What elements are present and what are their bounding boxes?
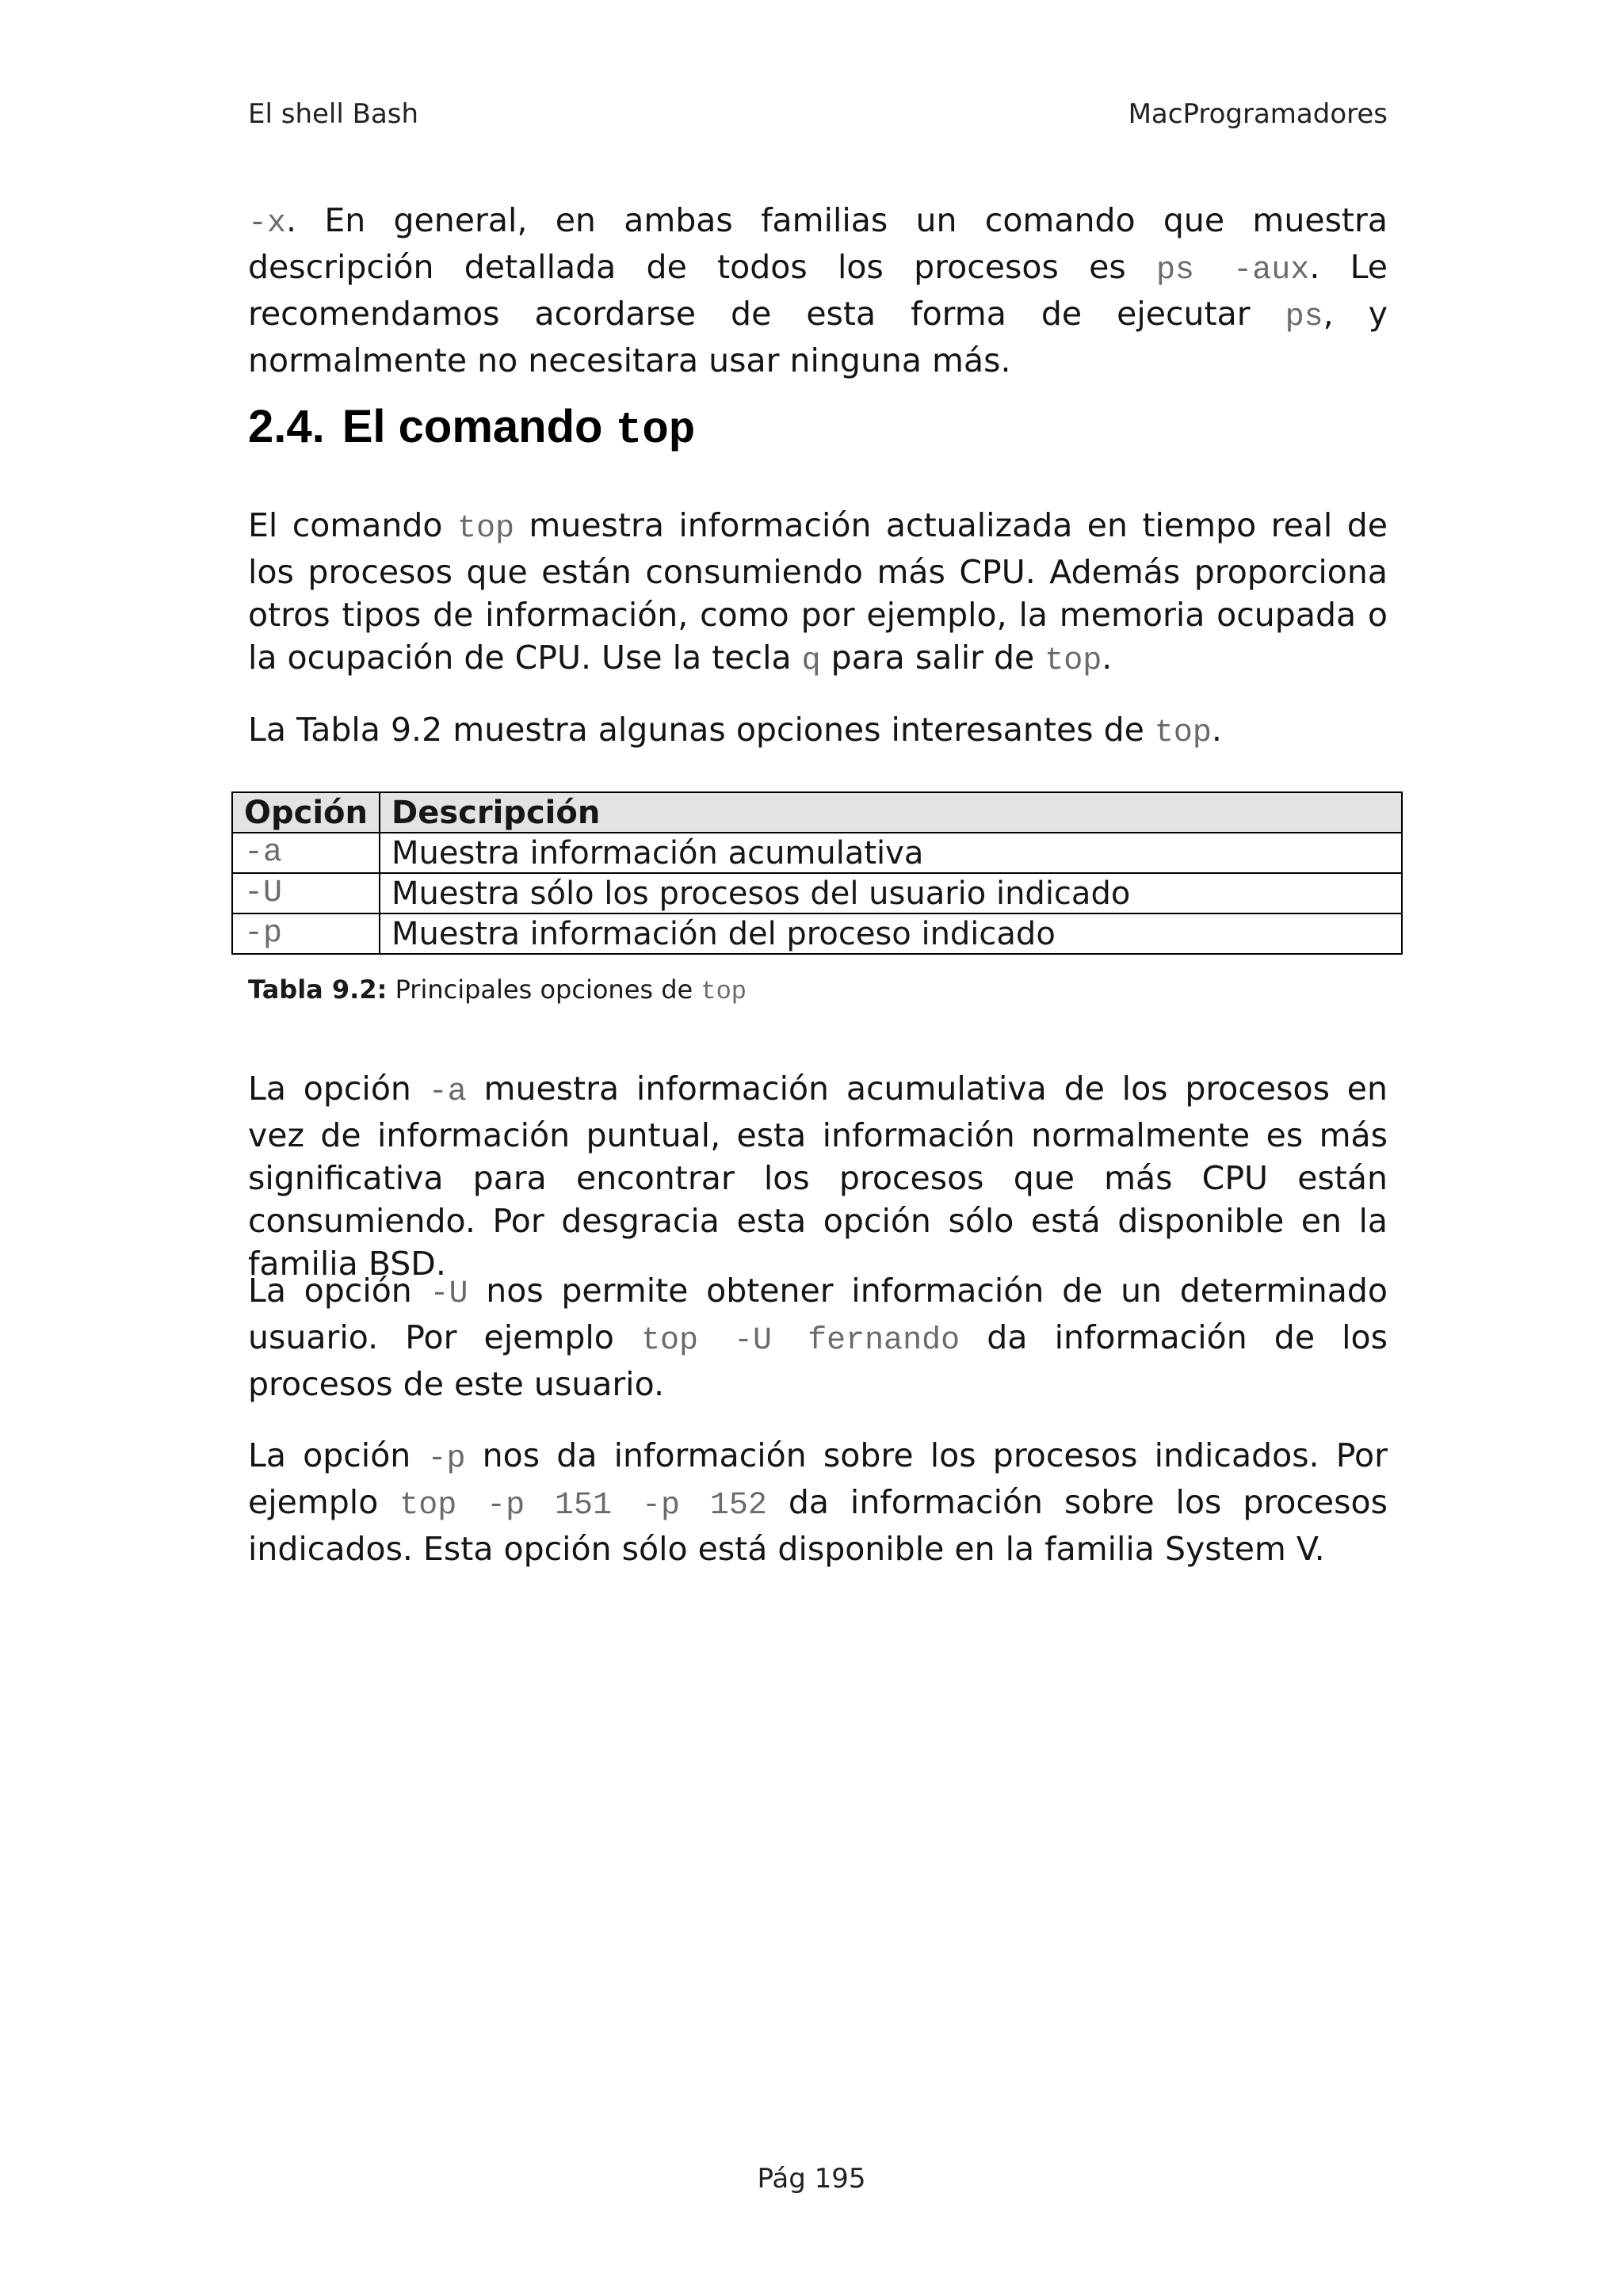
text: , y normalmente no necesitara usar ninguna más.: [248, 295, 1388, 379]
option-cell: -a: [232, 833, 380, 873]
description-cell: Muestra sólo los procesos del usuario indicado: [380, 873, 1402, 913]
option-p-paragraph: [248, 1434, 1388, 1570]
table-header-row: [232, 792, 1402, 833]
code-top: top: [1154, 715, 1212, 751]
options-table: [231, 791, 1403, 955]
code-top: top: [1044, 643, 1102, 679]
option-u-paragraph: [248, 1269, 1388, 1405]
caption-code: top: [701, 977, 747, 1006]
text: muestra información acumulativa de los procesos en vez de información puntual, esta información normalmente es más significativa para encontrar los procesos que más CPU están consumiendo. Por desgracia esta opción sólo está disponible en la familia BSD.: [248, 1070, 1388, 1283]
text: da información de los procesos de este usuario.: [248, 1318, 1388, 1403]
text: El comando: [248, 506, 457, 544]
running-header-left: El shell Bash: [248, 98, 419, 130]
option-cell: -p: [232, 913, 380, 954]
code-u: -U: [430, 1276, 468, 1312]
text: La Tabla 9.2 muestra algunas opciones interesantes de: [248, 711, 1155, 749]
code-q: q: [801, 643, 821, 679]
code-a: -a: [428, 1074, 467, 1110]
table-row: [232, 833, 1402, 873]
caption-label: Tabla 9.2:: [248, 974, 388, 1005]
text: nos permite obtener información de un determinado usuario. Por ejemplo: [248, 1272, 1388, 1356]
section-keyword: top: [615, 405, 696, 456]
code-x: -x: [248, 206, 287, 242]
code-top: top: [456, 511, 514, 547]
text: para salir de: [820, 639, 1045, 677]
caption-text: Principales opciones de: [387, 974, 701, 1005]
table-row: [232, 873, 1402, 913]
text: .: [1211, 711, 1222, 749]
section-title: El comando: [342, 401, 603, 452]
running-header-right: MacProgramadores: [1128, 98, 1388, 130]
description-cell: Muestra información acumulativa: [380, 833, 1402, 873]
top-description-paragraph: [248, 504, 1388, 683]
page-number: Pág 195: [757, 2163, 866, 2195]
text: La opción: [248, 1070, 429, 1108]
description-cell: Muestra información del proceso indicado: [380, 913, 1402, 954]
text: muestra información actualizada en tiempo real de los procesos que están consumiendo más CPU. Además proporciona otros tipos de información, como por ejemplo, la memoria ocupada o la ocupación de CPU. Use la tecla: [248, 506, 1388, 677]
code-ps-aux: ps -aux: [1156, 253, 1310, 288]
section-heading: [248, 400, 695, 456]
intro-paragraph: [248, 199, 1388, 382]
code-p: -p: [427, 1441, 466, 1477]
table-caption: [248, 974, 747, 1006]
text: .: [1102, 639, 1113, 677]
text: nos da información sobre los procesos indicados. Por ejemplo: [248, 1436, 1388, 1521]
code-top-p: top -p 151 -p 152: [399, 1488, 767, 1524]
text: da información sobre los procesos indicados. Esta opción sólo está disponible en la familia System V.: [248, 1483, 1388, 1568]
code-ps: ps: [1285, 299, 1323, 335]
text: La opción: [248, 1272, 430, 1310]
option-cell: -U: [232, 873, 380, 913]
text: . Le recomendamos acordarse de esta forma de ejecutar: [248, 248, 1388, 333]
text: La opción: [248, 1436, 428, 1474]
option-a-paragraph: [248, 1067, 1388, 1285]
text: . En general, en ambas familias un comando que muestra descripción detallada de todos los procesos es: [248, 201, 1388, 286]
header-option: Opción: [232, 792, 380, 833]
table-row: [232, 913, 1402, 954]
header-description: Descripción: [380, 792, 1402, 833]
section-number: 2.4.: [248, 401, 325, 452]
code-top-u: top -U fernando: [640, 1323, 960, 1359]
table-intro-paragraph: [248, 708, 1388, 755]
